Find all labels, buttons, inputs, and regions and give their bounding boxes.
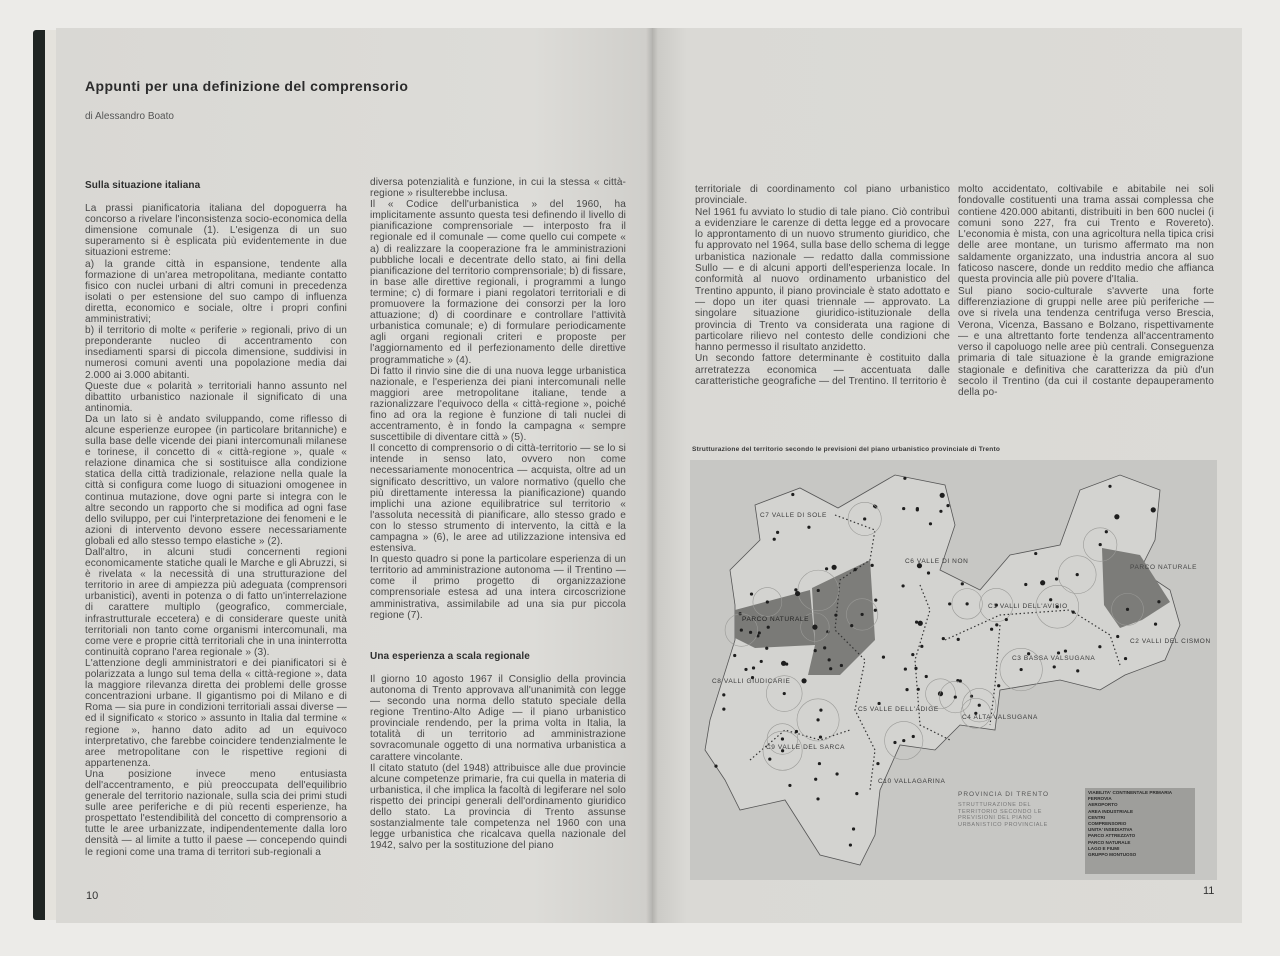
settlement-dot [918,621,923,626]
paragraph: Il citato statuto (del 1948) attribuisce alle due provincie alcune competenze primarie, fra cui quella in materia di urbanistica, il che implica la facoltà di legiferare nel solo rispetto dei principi generali dell'ordinamento giuridico dello stato. La provincia di Trento assunse sostanzialmente tale competenza nel 1960 con una legge urbanistica che ricalcava quella nazionale del 1942, salvo per la sostituzione del piano [370,762,626,852]
trento-map-figure [690,460,1217,880]
settlement-dot [832,565,837,570]
map-label: PARCO NATURALE [742,616,810,623]
settlement-dot [849,843,852,846]
settlement-dot [948,602,951,605]
settlement-dot [823,646,826,649]
settlement-dot [902,739,905,742]
settlement-dot [1034,552,1037,555]
left-column-2 [370,177,626,851]
settlement-dot [854,568,857,571]
settlement-dot [861,613,864,616]
paragraph: La prassi pianificatoria italiana del dopoguerra ha concorso a rivelare l'inconsistenza socio-economica della dimensione comunale (1). L'esigenza di un suo superamento si è esplicata più evidentemente in due situazioni estreme: [85,203,347,259]
settlement-dot [893,741,896,744]
map-legend-title: PROVINCIA DI TRENTO [958,791,1049,798]
settlement-dot [733,654,736,657]
paragraph: diversa potenzialità e funzione, in cui la stessa « città-regione » risulterebbe inclusa. [370,177,626,200]
settlement-dot [812,625,817,630]
paragraph: Il concetto di comprensorio o di città-territorio — se lo si intende in senso lato, ovvero non come necessariamente monocentrica — acquista, oltre ad un significato descrittivo, un valore normativo (quello che più direttamente interessa la pianificazione) quando implichi una azione equilibratrice sul territorio « l'assoluta necessità di pianificare, allo stesso grado e con lo stesso strumento di intervento, la città e la campagna » (6), le aree ad utilizzazione intensiva ed estensiva. [370,443,626,555]
settlement-dot [995,623,998,626]
settlement-dot [939,510,942,513]
paragraph: Un secondo fattore determinante è costituito dalla arretratezza economica — accentuata dalle caratteristiche geografiche — del Trentino. Il territorio è [695,353,950,388]
settlement-dot [1055,577,1058,580]
settlement-dot [954,695,957,698]
settlement-dot [767,626,770,629]
settlement-dot [916,507,919,510]
settlement-dot [722,693,725,696]
settlement-dot [744,668,747,671]
settlement-dot [959,679,962,682]
map-label: PARCO NATURALE [1130,564,1198,571]
settlement-dot [1020,668,1023,671]
settlement-dot [829,667,832,670]
settlement-dot [1049,598,1052,601]
settlement-dot [765,647,768,650]
paragraph: Da un lato si è andato sviluppando, come riflesso di alcune esperienze europee (in particolare britanniche) e sulla base delle vicende dei piani intercomunali milanese e torinese, il concetto di « città-regione », quale « relazione dinamica che si sostituisce alla condizione statica della città tradizionale, relazione nella quale la città si configura come luogo di situazioni omogenee in continua mutazione, dove ogni parte si integra con le altre secondo un rapporto che si modifica ad ogni fase dello sviluppo, per cui l'interpretazione dei fenomeni e le azioni di intervento devono essere necessariamente globali ed allo stesso tempo elastiche » (2). [85,413,347,547]
settlement-dot [911,653,914,656]
settlement-dot [903,477,906,480]
paragraph: In questo quadro si pone la particolare esperienza di un territorio ad amministrazione autonoma — il Trentino — come il primo progetto di organizzazione comprensoriale estesa ad una intera circoscrizione amministrativa, assimilabile ad una sia pur piccola regione (7). [370,554,626,621]
settlement-dot [1076,573,1079,576]
legend-item: PARCO ATTREZZATO [1088,833,1136,839]
settlement-dot [978,704,981,707]
settlement-dot [1040,580,1045,585]
legend-item: GRUPPO MONTUOSO [1088,852,1137,858]
settlement-dot [740,628,743,631]
map-label: C2 VALLI DEL CISMON [1130,638,1211,645]
settlement-dot [929,522,932,525]
settlement-dot [814,649,817,652]
settlement-dot [1151,507,1156,512]
map-label: C3 BASSA VALSUGANA [1012,655,1096,662]
settlement-dot [912,735,915,738]
settlement-dot [917,688,920,691]
legend-item: CENTRI [1088,814,1106,820]
settlement-dot [825,567,828,570]
settlement-dot [871,564,874,567]
settlement-dot [766,600,769,603]
right-column-1 [695,184,950,387]
settlement-dot [990,628,993,631]
settlement-dot [1099,543,1102,546]
map-label: C6 VALLE DI NON [905,558,969,565]
paragraph: Sul piano socio-culturale s'avverte una forte differenziazione di gruppi nelle aree più periferiche — ove si rivela una tendenza centrifuga verso Brescia, Verona, Vicenza, Bassano e Bolzano, rispettivamente — e una altrettanto forte tendenza all'accentramento verso il capoluogo nelle aree più centrali. Conseguenza primaria di tale situazione è la grande emigrazione stagionale e definitiva che caratterizza da più d'un secolo il Trentino (da cui il costante depauperamento della po- [958,285,1214,399]
settlement-dot [801,678,806,683]
settlement-dot [834,614,837,617]
settlement-dot [946,504,949,507]
paragraph: Queste due « polarità » territoriali hanno assunto nel dibattito urbanistico nazionale il significato di una antinomia. [85,380,347,414]
settlement-dot [905,688,908,691]
right-column-2 [958,184,1214,399]
paragraph: Una posizione invece meno entusiasta dell'accentramento, e più preoccupata dell'equilibrio generale del territorio nazionale, sulla scia dei primi studi sulle aree periferiche e di più recenti esperienze, ha prospettato l'estendibilità del concetto di comprensorio a tutte le aree urbanizzate, indipendentemente dalla loro densità — al limite a tutto il paese — concependo quindi le regioni come una trama di territori sub-regionali a [85,768,347,858]
settlement-dot [783,692,786,695]
settlement-dot [795,591,800,596]
settlement-dot [814,778,817,781]
settlement-dot [807,526,810,529]
settlement-dot [1157,600,1160,603]
page-gutter [646,28,658,923]
settlement-dot [904,667,907,670]
paragraph: Nel 1961 fu avviato lo studio di tale piano. Ciò contribuì a evidenziare le carenze di detta legge ed a provocare lo approntamento di un nuovo strumento giuridico, che fu approvato nel 1964, sulla base dello schema di legge urbanistica nazionale — redatto dalla commissione Sullo — e di alcuni apporti dell'esperienza locale. In conformità al nuovo ordinamento urbanistico del Trentino appunto, il piano provinciale è stato adottato e — dopo un iter quasi triennale — approvato. La singolare situazione giuridico-istituzionale della provincia di Trento va considerata una ragione di particolare rilievo nel contesto delle condizioni che hanno permesso il risultato anzidetto. [695,206,950,354]
settlement-dot [750,592,753,595]
settlement-dot [925,675,928,678]
settlement-dot [781,737,784,740]
settlement-dot [852,827,855,830]
settlement-dot [850,624,853,627]
page-number-left: 10 [86,890,99,902]
legend-item: AREA INDUSTRIALE [1088,808,1134,814]
legend-item: AEROPORTO [1088,802,1118,808]
settlement-dot [1126,608,1129,611]
settlement-dot [1098,645,1101,648]
map-caption: Strutturazione del territorio secondo le previsioni del piano urbanistico provinciale di Trento [692,446,1001,453]
legend-item: COMPRENSORIO [1088,821,1127,827]
settlement-dot [768,758,771,761]
settlement-dot [961,582,964,585]
legend-item: UNITA' INSEDIATIVA [1088,827,1133,833]
settlement-dot [791,493,794,496]
settlement-dot [920,645,923,648]
settlement-dot [876,762,879,765]
settlement-dot [997,684,1000,687]
settlement-dot [1105,530,1108,533]
map-legend-subtitle: STRUTTURAZIONE DEL TERRITORIO SECONDO LE PREVISIONI DEL PIANO URBANISTICO PROVINCIALE [958,802,1048,828]
paragraph: territoriale di coordinamento col piano urbanistico provinciale. [695,184,950,207]
settlement-dot [1072,611,1075,614]
left-column-1 [85,180,347,858]
paragraph: Dall'altro, in alcuni studi concernenti regioni economicamente statiche quali le Marche e gli Abruzzi, si è rivelata « la necessità di una strutturazione del territorio in aree di ampiezza più adeguata (comprensori urbanistici), aventi in potenza o di fatto un'interrelazione di carattere multiplo (geografico, commerciale, infrastrutturale eccetera) e di considerare queste unità territoriali non tanto come organismi intercomunali, ma come vere e proprie città territoriali che in una ininterrotta continuità coprano l'area regionale » (3). [85,547,347,658]
legend-item: VIABILITA' CONTINENTALE PRIMARIA [1088,790,1173,795]
paragraph: Il giorno 10 agosto 1967 il Consiglio della provincia autonoma di Trento approvava all'unanimità con legge — secondo una norma dello statuto speciale della regione Trentino-Alto Adige — il piano urbanistico provinciale rendendo, per la prima volta in Italia, la totalità di un territorio ad amministrazione sovracomunale oggetto di una normativa urbanistica a carattere vincolante. [370,673,626,763]
map-label: C5 VALLE DELL'ADIGE [858,706,939,713]
settlement-dot [752,666,755,669]
paragraph: L'attenzione degli amministratori e dei pianificatori si è polarizzata a lungo sul tema della « città-regione », data la maggiore rilevanza diretta dei problemi delle grosse concentrazioni urbane. Il gigantismo poi di Milano e di Roma — sia pure in condizioni territoriali assai diverse — ed il significato « storico » assunto in Italia dal termine « regione », hanno dato adito ad un equivoco interpretativo, che farebbe coincidere tendenzialmente le aree metropolitane con le rispettive regioni di appartenenza. [85,657,347,769]
settlement-dot [874,609,877,612]
settlement-dot [819,735,822,738]
settlement-dot [855,792,858,795]
settlement-dot [1053,665,1056,668]
settlement-dot [1024,583,1027,586]
settlement-dot [957,638,960,641]
settlement-dot [758,631,761,634]
settlement-dot [1108,485,1111,488]
paragraph: a) la grande città in espansione, tendente alla formazione di un'area metropolitana, mediante contatto fisico con nuclei urbani di altri comuni in precedenza isolati o per estensione del suo campo di influenza diretta, economico e sociale, oltre i propri confini amministrativi; [85,258,347,326]
legend-item: FERROVIA [1088,796,1112,802]
section-heading: Sulla situazione italiana [85,180,201,191]
settlement-dot [1124,657,1127,660]
settlement-dot [817,589,820,592]
settlement-dot [840,664,843,667]
settlement-dot [863,517,866,520]
settlement-dot [914,667,917,670]
settlement-dot [1116,635,1119,638]
settlement-dot [795,730,798,733]
article-title: Appunti per una definizione del comprensorio [85,78,409,94]
settlement-dot [1076,669,1079,672]
paragraph: Il « Codice dell'urbanistica » del 1960, ha implicitamente assunto questa tesi definendo il livello di pianificazione comprensoriale — interposto fra il regionale ed il comunale — come quello cui compete « a) di realizzare la cooperazione fra le amministrazioni pubbliche locali e decentrate dello stato, ai fini della pianificazione del territorio comprensoriale; b) di fissare, in base alle direttive regionali, i programmi a lungo termine; c) di formare i piani regolatori territoriali e di promuovere la formazione dei consorzi per la loro attuazione; d) di coordinare e controllare l'attività urbanistica comunale; e) di formulare periodicamente agli organi regionali criteri e proposte per l'aggiornamento ed il perfezionamento delle direttive programmatiche » (4). [370,199,626,366]
paragraph: molto accidentato, coltivabile e abitabile nei soli fondovalle costituenti una trama assai complessa che contiene 420.000 abitanti, distribuiti in ben 600 nuclei (i comuni sono 227, fra cui Trento e Rovereto). L'economia è mista, con una agricoltura nella tipica crisi delle aree montane, un turismo affermato ma non saldamente organizzato, una industria ancora al suo faticoso nascere, donde un reddito medio che affianca questa provincia alle più povere d'Italia. [958,184,1214,286]
settlement-dot [966,602,969,605]
settlement-dot [828,658,831,661]
settlement-dot [877,702,880,705]
settlement-dot [794,588,797,591]
settlement-dot [776,531,779,534]
settlement-dot [816,797,819,800]
paragraph: b) il territorio di molte « periferie » regionali, privo di un preponderante nucleo di accentramento con insediamenti sparsi di piccola dimensione, suddivisi in numerosi comuni aventi una popolazione media dai 2.000 ai 3.000 abitanti. [85,325,347,381]
settlement-dot [940,493,945,498]
legend-item: PARCO NATURALE [1088,839,1131,845]
article-author: di Alessandro Boato [85,111,174,122]
settlement-dot [714,765,717,768]
settlement-dot [901,584,904,587]
settlement-dot [773,538,776,541]
map-label: C10 VALLAGARINA [878,778,946,785]
settlement-dot [819,709,822,712]
settlement-dot [788,784,791,787]
settlement-dot [970,695,973,698]
settlement-dot [722,708,725,711]
settlement-dot [818,762,821,765]
settlement-dot [760,660,763,663]
map-label: C7 VALLE DI SOLE [760,512,827,519]
legend-item: LAGO E FIUMI [1088,845,1120,851]
settlement-dot [874,599,877,602]
settlement-dot [1114,514,1119,519]
map-label: C8 VALLI GIUDICARIE [712,678,791,685]
settlement-dot [1064,649,1067,652]
settlement-dot [882,655,885,658]
map-label: C1 VALLI DELL'AVISIO [988,603,1068,610]
map-legend [1085,788,1195,874]
settlement-dot [781,661,786,666]
section-heading: Una esperienza a scala regionale [370,650,530,662]
settlement-dot [942,637,945,640]
page-number-right: 11 [1203,885,1215,897]
settlement-dot [816,718,819,721]
map-label: C4 ALTA VALSUGANA [962,714,1038,721]
settlement-dot [749,631,752,634]
settlement-dot [927,571,930,574]
settlement-dot [902,507,905,510]
settlement-dot [1005,618,1008,621]
map-label: C9 VALLE DEL SARCA [766,744,846,751]
settlement-dot [1154,622,1157,625]
paragraph: Di fatto il rinvio sine die di una nuova legge urbanistica nazionale, e l'esperienza dei piani intercomunali nelle maggiori aree metropolitane italiane, tende a razionalizzare l'equivoco della « città-regione », poiché fino ad ora la regione è funzione di tali nuclei di accentramento, è in fondo la campagna « sempre suscettibile di diventare città » (5). [370,365,626,444]
settlement-dot [835,772,838,775]
